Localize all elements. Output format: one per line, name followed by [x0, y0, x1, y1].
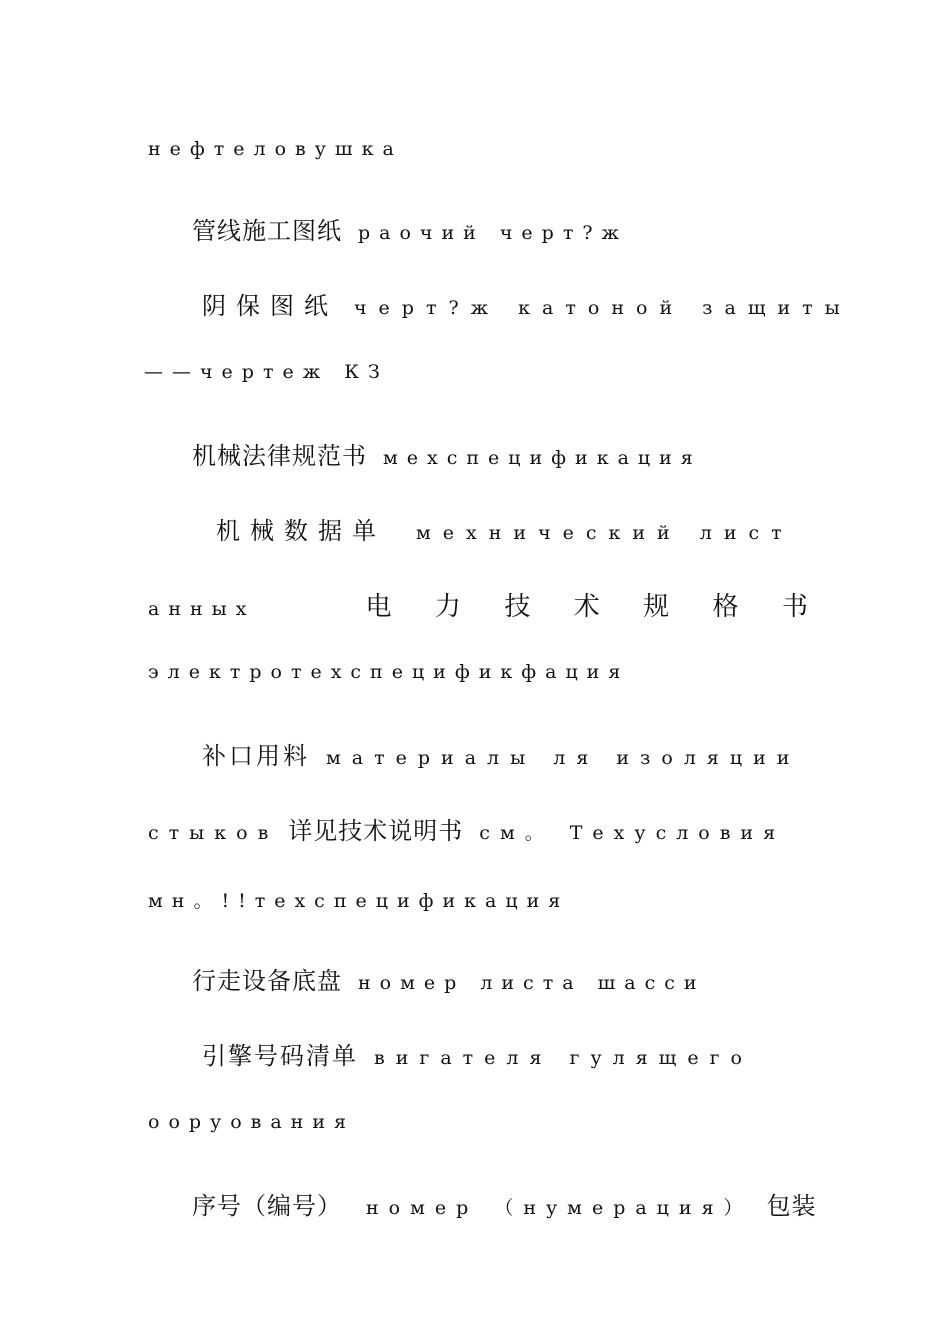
term-ru: мехнический лист [416, 522, 794, 544]
text-line-10 [148, 811, 808, 846]
term-zh-spread [366, 586, 809, 623]
term-ru: ооруования [148, 1111, 355, 1133]
term-ru: раочий черт?ж [358, 222, 629, 244]
text-line-1 [148, 138, 808, 160]
text-line-2 [148, 211, 852, 246]
term-zh: 机械数据单 [216, 517, 386, 545]
term-ru: номер листа шасси [358, 972, 706, 994]
term-zh: 机械法律规范书 [192, 442, 367, 470]
char: 力 [434, 592, 461, 622]
term-ru: черт?ж катоной защиты [354, 297, 852, 319]
text-line-4 [144, 361, 804, 383]
term-ru: электротехспецификфация [148, 661, 630, 683]
text-line-8 [148, 661, 808, 683]
term-ru: см。 Техусловия [479, 822, 786, 844]
term-ru: вигателя гулящего [374, 1047, 753, 1069]
text-line-13 [148, 1036, 862, 1071]
term-ru: материалы ля изоляции [326, 747, 801, 769]
text-line-7 [148, 586, 808, 623]
char: 规 [643, 592, 670, 622]
term-ru: анных [148, 598, 256, 620]
term-zh: 序号（编号） [192, 1192, 342, 1220]
term-ru: стыков [148, 822, 279, 844]
text-line-15 [148, 1186, 852, 1221]
text-line-9 [148, 736, 862, 771]
term-ru: номер （нумерация） [366, 1197, 753, 1219]
term-zh: 引擎号码清单 [202, 1042, 358, 1070]
term-zh: 阴保图纸 [202, 292, 338, 320]
term-ru: ——чертеж КЗ [144, 361, 389, 383]
term-zh: 详见技术说明书 [288, 817, 464, 845]
term-zh: 补口用料 [202, 742, 310, 770]
text-line-5 [148, 436, 852, 471]
term-ru: мн。!!техспецификация [148, 890, 570, 912]
term-ru: мехспецификация [383, 447, 702, 469]
char: 术 [573, 592, 600, 622]
text-line-6 [148, 511, 876, 546]
char: 技 [504, 592, 531, 622]
term-zh: 包装 [766, 1192, 817, 1220]
char: 格 [712, 592, 739, 622]
text-line-12 [148, 961, 852, 996]
text-line-11 [148, 886, 808, 913]
text-line-14 [148, 1111, 808, 1133]
term-zh: 行走设备底盘 [192, 967, 342, 995]
char: 书 [781, 592, 808, 622]
term-ru: нефтеловушка [148, 138, 403, 160]
char: 电 [365, 592, 392, 622]
term-zh: 管线施工图纸 [192, 217, 342, 245]
text-line-3 [148, 286, 862, 321]
